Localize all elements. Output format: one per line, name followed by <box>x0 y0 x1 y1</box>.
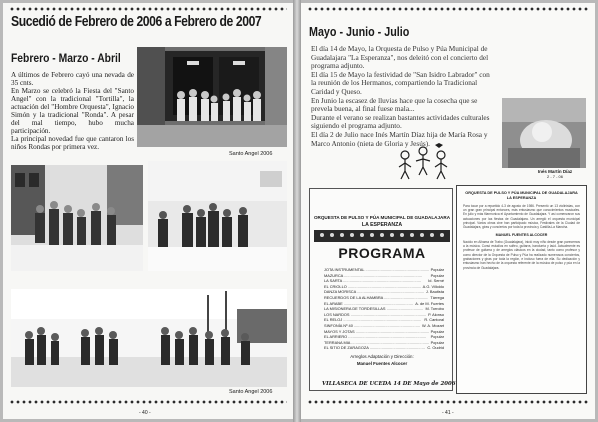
top-bead-border <box>9 7 287 11</box>
photo-snow-group <box>148 161 287 271</box>
bottom-bead-border <box>307 400 589 404</box>
left-page <box>3 3 293 419</box>
info-subtitle: MANUEL FUENTES ALCOCER <box>495 232 548 237</box>
photo-street-group <box>11 165 143 271</box>
program-box <box>309 188 456 391</box>
program-item: EL CRIOLLO ..... A.G. Villoldo <box>324 284 444 290</box>
section-title: Febrero - Marzo - Abril <box>11 51 121 65</box>
photo-caption-date: 2 - 7 - 06 <box>546 174 563 179</box>
program-item: TERRANA MIA ..... Popular <box>324 340 444 346</box>
program-item: EL RELOJ ..... R. Cantoral <box>324 317 444 323</box>
program-item: LOS NARDOS ..... P. Alonso <box>324 312 444 318</box>
caption-top: Santo Angel 2006 <box>229 151 273 157</box>
section-title: Mayo - Junio - Julio <box>309 25 410 39</box>
program-item: RECUERDOS DE LA ALHAMBRA ..... Tárrega <box>324 295 444 301</box>
bottom-bead-border <box>9 400 287 404</box>
program-footer-line1: Arreglos Adaptación y Dirección: <box>350 354 414 359</box>
orchestra-info-box <box>456 185 587 394</box>
info-body-2: Nacido en Alhama de Trabo (Guadalajara), inició muy niño desde gran parecemos a la música. Cursó estudios en solfeo, guitarra, bandurria y laúd. Actualmente es profesor de guitarra y de arreglos clásicos en la ciudad, tanto como profesor y como director de la Orquesta de Pulso y Púa ha realizado numerosos conciertos, grabaciones y giras por toda la región, e incluso fuera de ella. Su dedicación y entusiasmo han hecho de la orquesta referente de la música de pulso y púa en la provincia de Guadalajara. <box>463 239 580 270</box>
program-title: PROGRAMA <box>338 245 426 261</box>
program-header-line1: ORQUESTA DE PULSO Y PÚA MUNICIPAL DE GUADALAJARA <box>313 215 451 220</box>
program-item: LA SARTA ..... Id. Serné <box>324 278 444 284</box>
right-paragraphs <box>311 45 495 148</box>
page-number-right: - 41 - <box>442 410 454 416</box>
paragraph: En Junio la escasez de lluvias hace que la cosecha que se prevela buena, al final fuese mala... <box>311 95 478 114</box>
info-title-line1: ORQUESTA DE PULSO Y PÚA MUNICIPAL DE GUADALAJARA <box>465 191 578 195</box>
photo-caption-name: Inés Martín Díaz <box>537 169 573 174</box>
program-item: MAYOS Y JOTAS ..... Popular <box>324 329 444 335</box>
paragraph: La principal novedad fue que cantaron los niños Rondas por primera vez. <box>11 135 134 152</box>
paragraph: Durante el verano se realizan bastantes actividades culturales siguiendo el programa adjunto. <box>311 112 490 131</box>
page-number-left: - 40 - <box>139 410 151 416</box>
paragraph: El día 2 de Julio nace Inés Martín Díaz hija de María Rosa y Marco Antonio (nieta de Gloria y Jesús). <box>311 129 488 148</box>
photo-caption <box>525 169 585 179</box>
program-item: DANZA MORISCA ..... J. Bautista <box>324 289 444 295</box>
caption-bottom: Santo Angel 2006 <box>229 389 273 395</box>
program-item: EL SITIO DE ZARAGOZA ..... C. Oudrid <box>324 345 444 351</box>
left-paragraphs <box>11 71 134 151</box>
photo-baby <box>502 98 586 168</box>
program-header-line2: LA ESPERANZA <box>361 222 403 228</box>
paragraph: En Marzo se celebró la Fiesta del "Santo Angel" con la tradicional "Tortilla", la actuación del "Hombre Orquesta", Ignacio Simón y la tradicional "Ronda". A pesar del mal tiempo, hubo mucha participación. <box>11 87 134 136</box>
program-list <box>324 267 444 351</box>
program-item: JOTA INSTRUMENTAL ..... Popular <box>324 267 444 273</box>
orchestra-banner <box>314 229 450 241</box>
top-bead-border <box>307 7 589 11</box>
children-illustration <box>395 143 453 183</box>
program-item: EL ARRIERO ..... Popular <box>324 334 444 340</box>
info-body-1: Para tocar por a repartido 4-3 de agosto de 1986. Presentó un 13 violinistas, con un gran gran principal entonces, más entusiasmo que conocimientos musicales. En julio y más filarmonica el Ayuntamiento de Guadalajara. Y así comenzaron sus actuaciones por las fiestas de Guadalajara. Un arregló el orquesta municipal principal. Varios obras cine han participado música, Festivales de la Ciudad de Guadalajara, giras y conciertos por toda la provincia y Castilla-La Mancha. <box>463 203 580 230</box>
book-spine <box>293 0 301 422</box>
photo-town-gathering <box>11 289 287 387</box>
info-title-line2: LA ESPERANZA <box>506 195 537 200</box>
program-item: EL ARABE ..... A. de M. Fuertes <box>324 301 444 307</box>
photo-group-building <box>137 47 287 147</box>
paragraph: A últimos de Febrero cayó una nevada de 35 cnts. <box>11 71 134 88</box>
program-footer-line2: Manuel Fuentes Alcocer <box>356 361 408 366</box>
paragraph: El día 14 de Mayo, la Orquesta de Pulso y Púa Municipal de Guadalajara "La Esperanza", nos deleitó con el concierto del programa adjunto. <box>311 44 489 71</box>
handwritten-note: VILLASECA DE UCEDA 14 DE Mayo de 2006 <box>322 381 456 387</box>
program-item: MAZURCA ..... Popular <box>324 273 444 279</box>
program-item: SINFONÍA Nº 40 ..... W. A. Mozart <box>324 323 444 329</box>
paragraph: El día 15 de Mayo la festividad de "San Isidro Labrador" con la reunión de los Hermanos, compartiendo la Tradicional Caridad y Queso. <box>311 69 490 96</box>
right-page <box>301 3 595 419</box>
program-item: LA MISIONERA DE TORDESILLAS ..... M. Torrobo <box>324 306 444 312</box>
page-title: Sucedió de Febrero de 2006 a Febrero de 2007 <box>11 14 262 30</box>
